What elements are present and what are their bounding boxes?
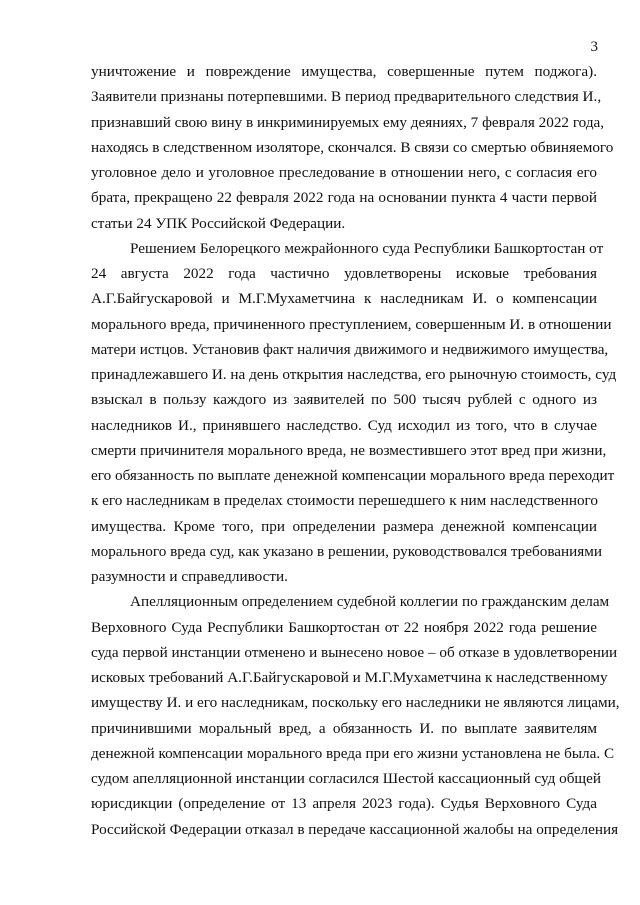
text-line: судом апелляционной инстанции согласился Шестой кассационный суд общей bbox=[91, 770, 601, 787]
text-line: находясь в следственном изоляторе, скончался. В связи со смертью обвиняемого bbox=[91, 138, 614, 156]
text-line: имуществу И. и его наследникам, поскольку его наследники не являются лицами, bbox=[91, 694, 620, 712]
text-line: смерти причинителя морального вреда, не возместившего этот вред при жизни, bbox=[91, 441, 607, 459]
text-line: матери истцов. Установив факт наличия движимого и недвижимого имущества, bbox=[91, 340, 609, 358]
page-number: 3 bbox=[590, 39, 598, 55]
text-line: его обязанность по выплате денежной компенсации морального вреда переходит bbox=[91, 467, 615, 484]
text-line: брата, прекращено 22 февраля 2022 года на основании пункта 4 части первой bbox=[91, 189, 597, 207]
text-line: Заявители признаны потерпевшими. В период предварительного следствия И., bbox=[91, 88, 602, 106]
text-line: Верховного Суда Республики Башкортостан от 22 ноября 2022 года решение bbox=[91, 618, 597, 636]
text-line: Апелляционным определением судебной коллегии по гражданским делам bbox=[130, 593, 610, 611]
text-line: уничтожение и повреждение имущества, совершенные путем поджога). bbox=[91, 63, 597, 80]
text-line: наследников И., принявшего наследство. Суд исходил из того, что в случае bbox=[91, 416, 597, 434]
text-line: морального вреда, причиненного преступлением, совершенным И. в отношении bbox=[91, 315, 612, 333]
text-line: взыскал в пользу каждого из заявителей по 500 тысяч рублей с одного из bbox=[91, 391, 597, 409]
text-line: денежной компенсации морального вреда при его жизни установлена не была. С bbox=[91, 744, 615, 762]
text-line: юрисдикции (определение от 13 апреля 2023 года). Судья Верховного Суда bbox=[91, 795, 597, 813]
text-line: имущества. Кроме того, при определении размера денежной компенсации bbox=[91, 517, 597, 535]
text-line: Решением Белорецкого межрайонного суда Республики Башкортостан от bbox=[130, 239, 604, 257]
text-line: исковых требований А.Г.Байгускаровой и М.Г.Мухаметчина к наследственному bbox=[91, 669, 608, 686]
text-line: статьи 24 УПК Российской Федерации. bbox=[91, 214, 346, 232]
text-line: морального вреда суд, как указано в решении, руководствовался требованиями bbox=[91, 542, 603, 560]
text-line: признавший свою вину в инкриминируемых ему деяниях, 7 февраля 2022 года, bbox=[91, 113, 605, 131]
text-line: суда первой инстанции отменено и вынесено новое – об отказе в удовлетворении bbox=[91, 643, 618, 661]
text-line: принадлежавшего И. на день открытия наследства, его рыночную стоимость, суд bbox=[91, 366, 617, 383]
text-line: причинившими моральный вред, а обязанность И. по выплате заявителям bbox=[91, 719, 597, 737]
text-line: Российской Федерации отказал в передаче кассационной жалобы на определения bbox=[91, 820, 619, 838]
text-line: А.Г.Байгускаровой и М.Г.Мухаметчина к наследникам И. о компенсации bbox=[91, 290, 597, 308]
text-line: 24 августа 2022 года частично удовлетворены исковые требования bbox=[91, 265, 597, 282]
text-line: уголовное дело и уголовное преследование в отношении него, с согласия его bbox=[91, 164, 597, 181]
text-line: к его наследникам в пределах стоимости перешедшего к ним наследственного bbox=[91, 492, 598, 510]
text-line: разумности и справедливости. bbox=[91, 568, 288, 585]
